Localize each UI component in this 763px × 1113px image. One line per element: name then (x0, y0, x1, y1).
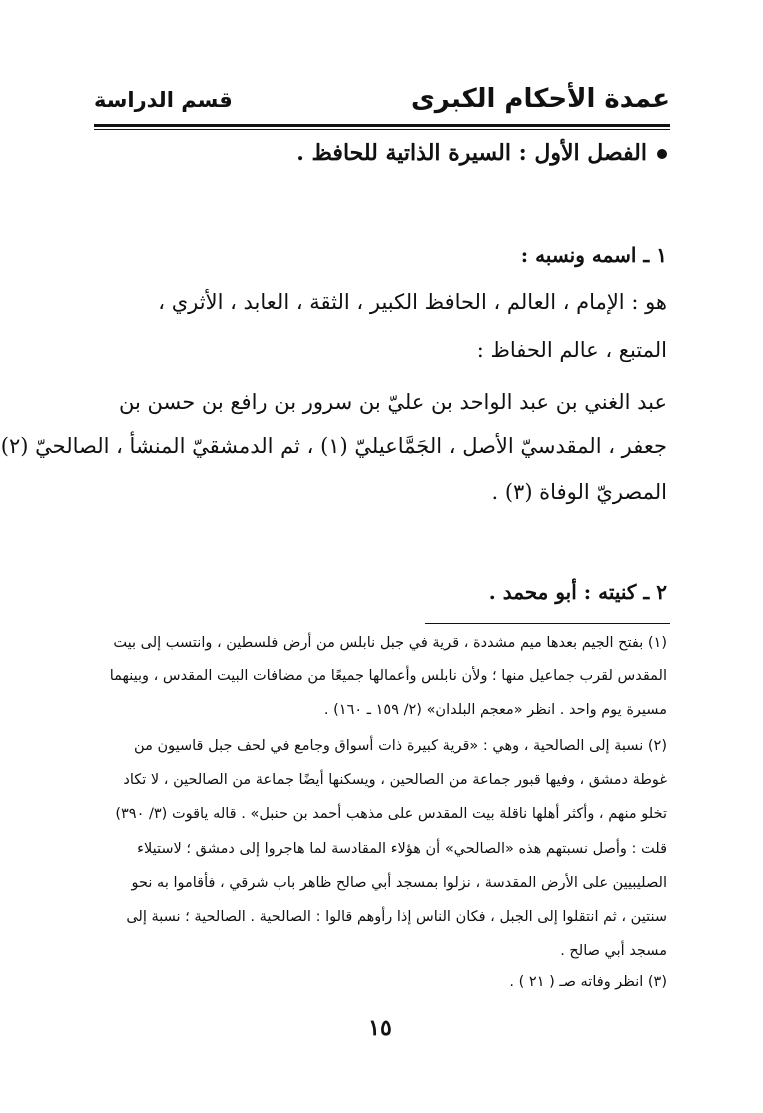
footnote-line: (١) بفتح الجيم بعدها ميم مشددة ، قرية في جبل نابلس من أرض فلسطين ، وانتسب إلى بيت (113, 635, 667, 651)
footnote-line: مسيرة يوم واحد . انظر «معجم البلدان» (٢/ ١٥٩ ـ ١٦٠) . (323, 702, 667, 718)
footnote-line: مسجد أبي صالح . (560, 943, 667, 959)
section-title: قسم الدراسة (94, 88, 233, 112)
body-line: هو : الإمام ، العالم ، الحافظ الكبير ، الثقة ، العابد ، الأثري ، (158, 290, 667, 314)
footnote-line: الصليبيين على الأرض المقدسة ، نزلوا بمسجد أبي صالح ظاهر باب شرقي ، فأقاموا به نحو (131, 875, 667, 891)
footnote-line: سنتين ، ثم انتقلوا إلى الجبل ، فكان الناس إذا رأوهم قالوا : الصالحية . الصالحية ؛ نسبة إلى (126, 909, 667, 925)
body-line: جعفر ، المقدسيّ الأصل ، الجَمَّاعيليّ (١) ، ثم الدمشقيّ المنشأ ، الصالحيّ (٢) (0, 434, 667, 458)
body-line: عبد الغني بن عبد الواحد بن عليّ بن سرور بن رافع بن حسن بن (118, 390, 667, 414)
footnote-line: المقدس لقرب جماعيل منها ؛ ولأن نابلس وأعمالها جميعًا من مضافات البيت المقدس ، وبينهما (109, 668, 667, 684)
section-2-heading: ٢ ـ كنيته : أبو محمد . (488, 580, 667, 604)
running-header (94, 84, 670, 124)
chapter-heading (87, 140, 667, 166)
bullet-icon (657, 149, 667, 159)
footnote-line: تخلو منهم ، وأكثر أهلها ناقلة بيت المقدس على مذهب أحمد بن حنبل» . قاله ياقوت (٣/ ٣٩٠) (115, 806, 667, 822)
body-line: المتبع ، عالم الحفاظ : (476, 338, 667, 362)
header-rule-thin (94, 129, 670, 130)
chapter-heading-text: الفصل الأول : السيرة الذاتية للحافظ . (296, 140, 647, 166)
footnote-line: قلت : وأصل نسبتهم هذه «الصالحي» أن هؤلاء المقادسة لما هاجروا إلى دمشق ؛ لاستيلاء (137, 841, 667, 857)
body-line: المصريّ الوفاة (٣) . (491, 480, 667, 504)
footnote-line: غوطة دمشق ، وفيها قبور جماعة من الصالحين ، ويسكنها أيضًا جماعة من الصالحين ، لا تكاد (123, 772, 667, 788)
book-title: عمدة الأحكام الكبرى (410, 84, 670, 114)
footnote-line: (٣) انظر وفاته صـ ( ٢١ ) . (509, 974, 667, 990)
page-number: ١٥ (368, 1015, 392, 1041)
footnote-line: (٢) نسبة إلى الصالحية ، وهي : «قرية كبيرة ذات أسواق وجامع في لحف جبل قاسيون من (134, 738, 667, 754)
section-1-heading: ١ ـ اسمه ونسبه : (520, 243, 667, 267)
header-rule-thick (94, 124, 670, 127)
footnote-separator (425, 623, 670, 624)
